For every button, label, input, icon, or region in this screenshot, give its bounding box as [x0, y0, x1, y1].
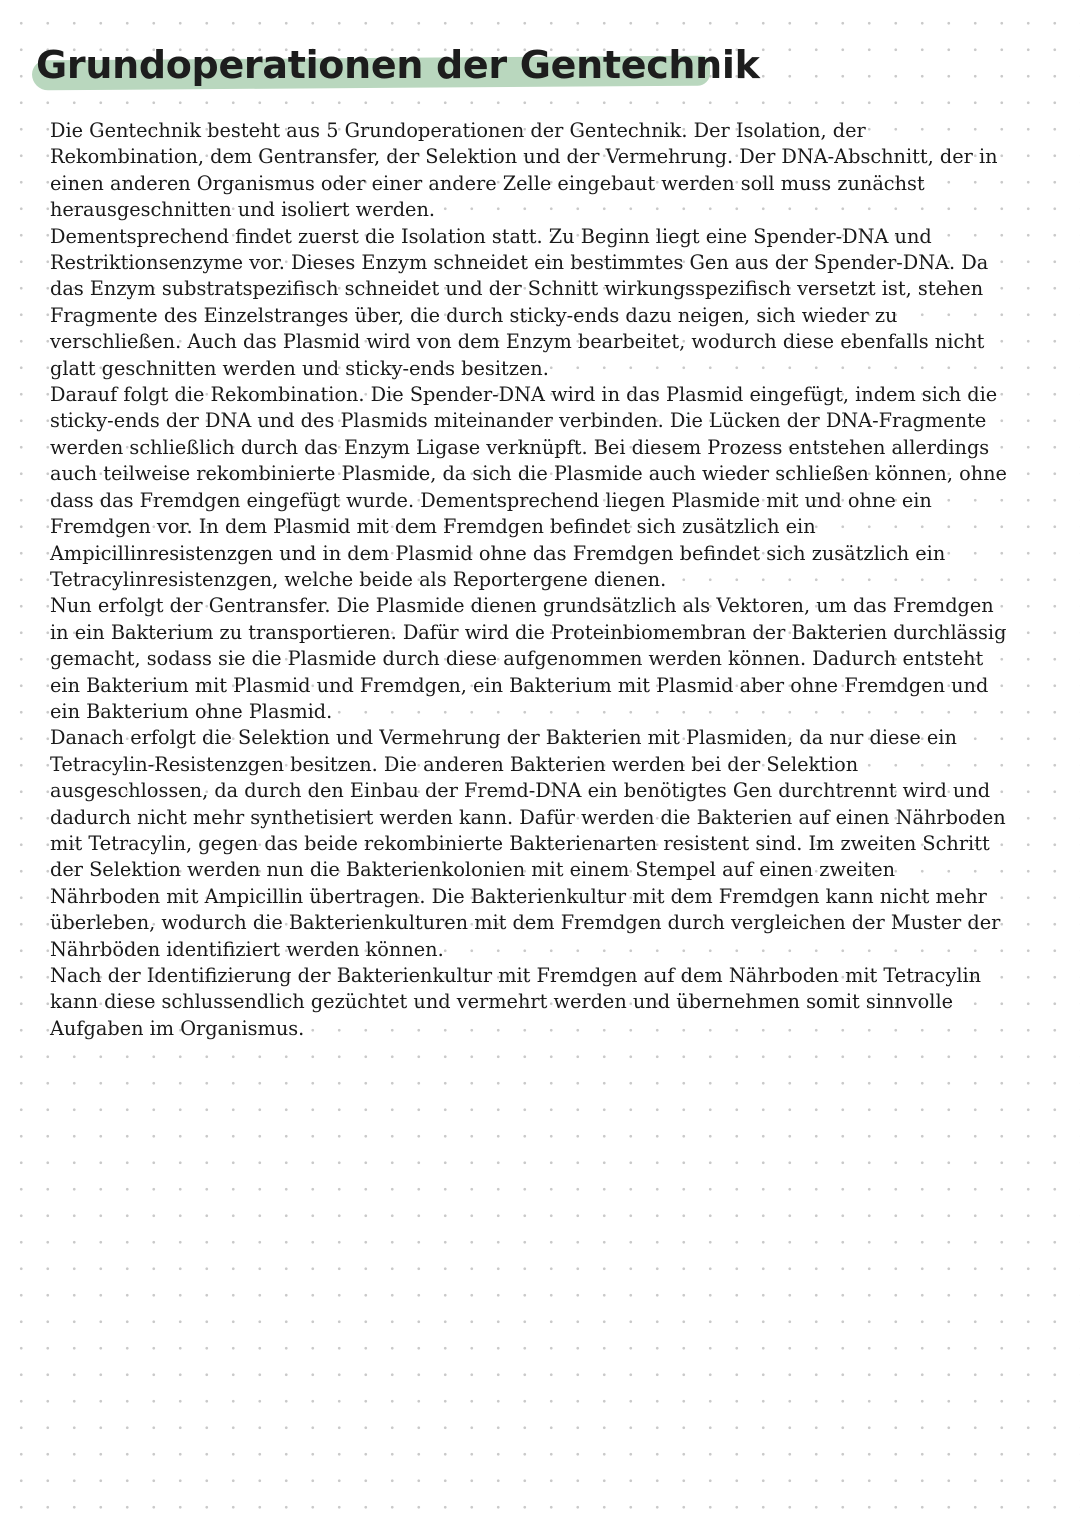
- text-line: ein Bakterium ohne Plasmid.: [50, 699, 333, 723]
- page-title: Grundoperationen der Gentechnik: [36, 43, 760, 87]
- text-line: einen anderen Organismus oder einer andere Zelle eingebaut werden soll muss zunächst: [50, 171, 925, 195]
- title-block: [36, 40, 760, 90]
- text-line: in ein Bakterium zu transportieren. Dafür wird die Proteinbiomembran der Bakterien durchlässig: [50, 620, 1007, 644]
- text-line: ausgeschlossen, da durch den Einbau der Fremd-DNA ein benötigtes Gen durchtrennt wird und: [50, 779, 991, 803]
- text-line: Darauf folgt die Rekombination. Die Spender-DNA wird in das Plasmid eingefügt, indem sich die: [50, 383, 998, 407]
- text-line: Nährböden identifiziert werden können.: [50, 937, 444, 961]
- text-line: herausgeschnitten und isoliert werden.: [50, 198, 436, 222]
- text-line: kann diese schlussendlich gezüchtet und vermehrt werden und übernehmen somit sinnvolle: [50, 990, 954, 1014]
- text-line: Die Gentechnik besteht aus 5 Grundoperationen der Gentechnik. Der Isolation, der: [50, 119, 866, 142]
- text-line: Dementsprechend findet zuerst die Isolation statt. Zu Beginn liegt eine Spender-DNA und: [50, 224, 932, 248]
- text-line: Rekombination, dem Gentransfer, der Selektion und der Vermehrung. Der DNA-Abschnitt, der in: [50, 145, 998, 169]
- text-line: verschließen. Auch das Plasmid wird von dem Enzym bearbeitet, wodurch diese ebenfalls nicht: [50, 330, 985, 354]
- text-line: auch teilweise rekombinierte Plasmide, da sich die Plasmide auch wieder schließen können, ohne: [50, 462, 1007, 486]
- text-line: mit Tetracylin, gegen das beide rekombinierte Bakterienarten resistent sind. Im zweiten Schritt: [50, 831, 990, 855]
- text-line: dass das Fremdgen eingefügt wurde. Dementsprechend liegen Plasmide mit und ohne ein: [50, 488, 932, 512]
- text-line: ein Bakterium mit Plasmid und Fremdgen, ein Bakterium mit Plasmid aber ohne Fremdgen und: [50, 673, 989, 697]
- text-line: Ampicillinresistenzgen und in dem Plasmid ohne das Fremdgen befindet sich zusätzlich ein: [50, 541, 946, 565]
- text-line: Nun erfolgt der Gentransfer. Die Plasmide dienen grundsätzlich als Vektoren, um das Fremdgen: [50, 594, 994, 618]
- text-line: Tetracylinresistenzgen, welche beide als Reportergene dienen.: [50, 567, 667, 591]
- text-line: Aufgaben im Organismus.: [50, 1016, 305, 1040]
- text-line: das Enzym substratspezifisch schneidet und der Schnitt wirkungsspezifisch versetzt ist, stehen: [50, 277, 984, 301]
- text-line: dadurch nicht mehr synthetisiert werden kann. Dafür werden die Bakterien auf einen Nährboden: [50, 805, 1006, 829]
- text-line: der Selektion werden nun die Bakterienkolonien mit einem Stempel auf einen zweiten: [50, 858, 896, 882]
- text-line: Fragmente des Einzelstranges über, die durch sticky-ends dazu neigen, sich wieder zu: [50, 303, 898, 327]
- text-line: Nährboden mit Ampicillin übertragen. Die Bakterienkultur mit dem Fremdgen kann nicht mehr: [50, 884, 987, 908]
- text-line: Tetracylin-Resistenzgen besitzen. Die anderen Bakterien werden bei der Selektion: [50, 752, 859, 776]
- text-line: Danach erfolgt die Selektion und Vermehrung der Bakterien mit Plasmiden, da nur diese ein: [50, 726, 957, 750]
- text-line: überleben, wodurch die Bakterienkulturen mit dem Fremdgen durch vergleichen der Muster der: [50, 911, 1001, 935]
- text-line: Nach der Identifizierung der Bakterienkultur mit Fremdgen auf dem Nährboden mit Tetracylin: [50, 964, 982, 987]
- text-line: sticky-ends der DNA und des Plasmids miteinander verbinden. Die Lücken der DNA-Fragmente: [50, 409, 987, 433]
- text-line: Restriktionsenzyme vor. Dieses Enzym schneidet ein bestimmtes Gen aus der Spender-DNA. Da: [50, 251, 989, 275]
- text-line: Fremdgen vor. In dem Plasmid mit dem Fremdgen befindet sich zusätzlich ein: [50, 515, 816, 539]
- text-line: werden schließlich durch das Enzym Ligase verknüpft. Bei diesem Prozess entstehen allerdings: [50, 435, 990, 459]
- body-text: [50, 118, 1007, 1042]
- text-line: glatt geschnitten werden und sticky-ends besitzen.: [50, 356, 549, 380]
- text-line: gemacht, sodass sie die Plasmide durch diese aufgenommen werden können. Dadurch entsteht: [50, 647, 984, 671]
